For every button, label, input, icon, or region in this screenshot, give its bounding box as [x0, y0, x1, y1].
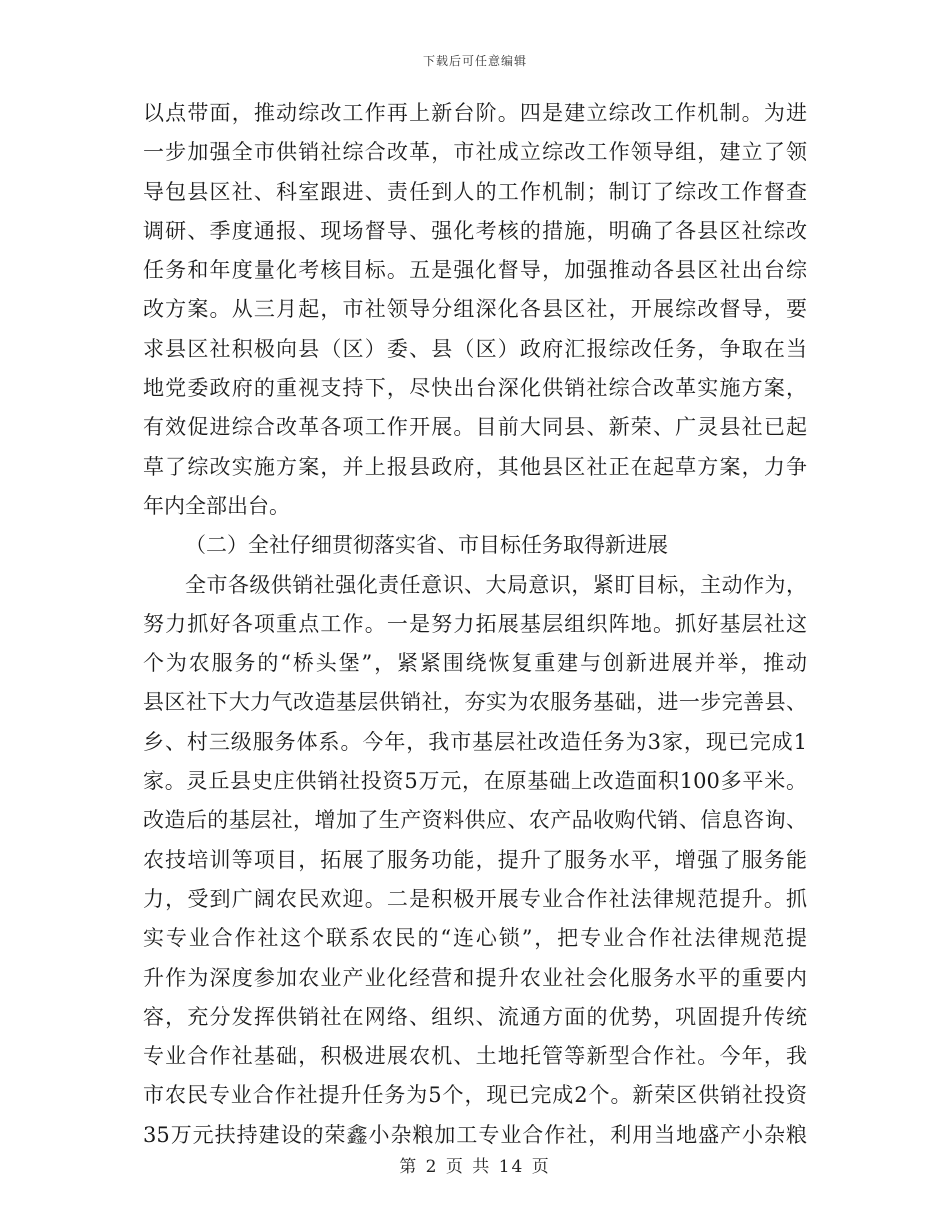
text-line: 乡、村三级服务体系。今年，我市基层社改造任务为3家，现已完成1 [143, 729, 807, 754]
text-line: 改方案。从三月起，市社领导分组深化各县区社，开展综改督导，要 [143, 297, 807, 322]
text-line: 家。灵丘县史庄供销社投资5万元，在原基础上改造面积100多平米。 [143, 769, 807, 794]
text-line: 求县区社积极向县（区）委、县（区）政府汇报综改任务，争取在当 [143, 336, 807, 361]
section-heading: （二）全社仔细贯彻落实省、市目标任务取得新进展 [185, 533, 668, 558]
text-line: 农技培训等项目，拓展了服务功能，提升了服务水平，增强了服务能 [143, 847, 807, 872]
text-line: 个为农服务的“桥头堡”，紧紧围绕恢复重建与创新进展并举，推动 [143, 651, 807, 676]
page-header-note: 下载后可任意编辑 [422, 54, 527, 68]
text-line: 改造后的基层社，增加了生产资料供应、农产品收购代销、信息咨询、 [143, 808, 807, 833]
text-line: 地党委政府的重视支持下，尽快出台深化供销社综合改革实施方案， [143, 376, 807, 401]
text-line: 导包县区社、科室跟进、责任到人的工作机制；制订了综改工作督查 [143, 179, 807, 204]
text-line: 努力抓好各项重点工作。一是努力拓展基层组织阵地。抓好基层社这 [143, 611, 807, 636]
text-line: 县区社下大力气改造基层供销社，夯实为农服务基础，进一步完善县、 [143, 690, 807, 715]
text-line: 草了综改实施方案，并上报县政府，其他县区社正在起草方案，力争 [143, 454, 807, 479]
paragraph-first-line: 全市各级供销社强化责任意识、大局意识，紧盯目标，主动作为， [185, 572, 807, 597]
page-number-footer: 第 2 页 共 14 页 [399, 1157, 551, 1177]
text-line: 实专业合作社这个联系农民的“连心锁”，把专业合作社法律规范提 [143, 926, 807, 951]
text-line: 一步加强全市供销社综合改革，市社成立综改工作领导组，建立了领 [143, 140, 807, 165]
text-line: 以点带面，推动综改工作再上新台阶。四是建立综改工作机制。为进 [143, 101, 807, 125]
text-line: 35万元扶持建设的荣鑫小杂粮加工专业合作社，利用当地盛产小杂粮 [143, 1122, 807, 1147]
text-line: 力，受到广阔农民欢迎。二是积极开展专业合作社法律规范提升。抓 [143, 886, 807, 911]
text-line: 年内全部出台。 [143, 493, 290, 518]
text-line: 容，充分发挥供销社在网络、组织、流通方面的优势，巩固提升传统 [143, 1004, 807, 1029]
text-line: 市农民专业合作社提升任务为5个，现已完成2个。新荣区供销社投资 [143, 1083, 807, 1108]
text-line: 任务和年度量化考核目标。五是强化督导，加强推动各县区社出台综 [143, 258, 807, 283]
text-line: 升作为深度参加农业产业化经营和提升农业社会化服务水平的重要内 [143, 965, 807, 990]
text-line: 调研、季度通报、现场督导、强化考核的措施，明确了各县区社综改 [143, 218, 807, 243]
text-line: 专业合作社基础，积极进展农机、土地托管等新型合作社。今年，我 [143, 1044, 807, 1069]
document-body [143, 94, 807, 1155]
text-line: 有效促进综合改革各项工作开展。目前大同县、新荣、广灵县社已起 [143, 415, 807, 440]
